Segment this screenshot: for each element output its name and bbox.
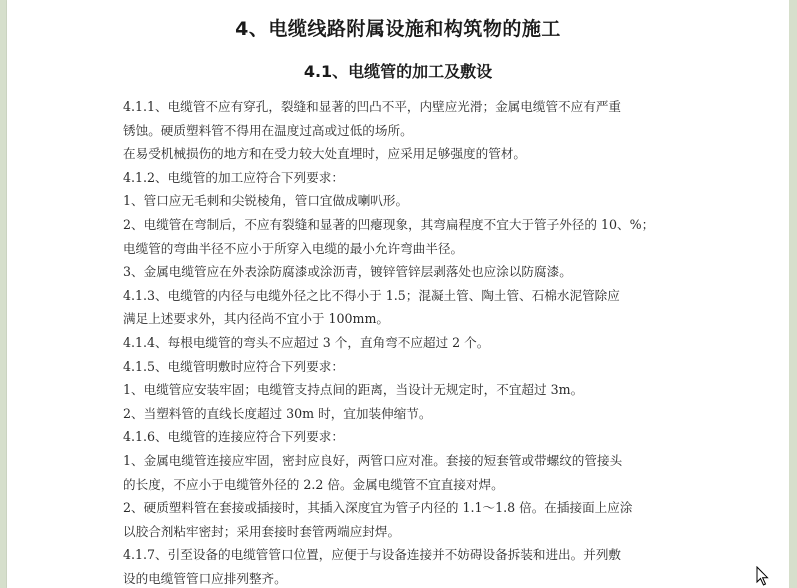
text-line: 以胶合剂粘牢密封；采用套接时套管两端应封焊。 (123, 523, 401, 539)
document-page (7, 0, 789, 588)
text-line: 设的电缆管管口应排列整齐。 (123, 570, 287, 586)
text-line: 1、金属电缆管连接应牢固，密封应良好，两管口应对准。套接的短套管或带螺纹的管接头 (123, 452, 623, 468)
text-line: 4.1.6、电缆管的连接应符合下列要求： (123, 429, 344, 445)
text-line: 4.1.5、电缆管明敷时应符合下列要求： (123, 358, 344, 374)
text-line: 锈蚀。硬质塑料管不得用在温度过高或过低的场所。 (123, 122, 413, 138)
text-line: 4.1.2、电缆管的加工应符合下列要求： (123, 169, 344, 185)
text-line: 满足上述要求外，其内径尚不宜小于 100mm。 (123, 311, 390, 327)
body-text (123, 95, 693, 588)
text-line: 4.1.4、每根电缆管的弯头不应超过 3 个，直角弯不应超过 2 个。 (123, 334, 490, 350)
text-line: 在易受机械损伤的地方和在受力较大处直埋时，应采用足够强度的管材。 (123, 146, 526, 162)
text-line: 2、当塑料管的直线长度超过 30m 时，宜加装伸缩节。 (123, 405, 432, 421)
text-line: 电缆管的弯曲半径不应小于所穿入电缆的最小允许弯曲半径。 (123, 240, 464, 256)
mouse-pointer-icon (756, 566, 770, 586)
text-line: 4.1.1、电缆管不应有穿孔，裂缝和显著的凹凸不平，内壁应光滑；金属电缆管不应有严重 (123, 99, 622, 114)
text-line: 2、硬质塑料管在套接或插接时，其插入深度宜为管子内径的 1.1～1.8 倍。在插接面上应涂 (123, 500, 633, 516)
text-line: 4.1.3、电缆管的内径与电缆外径之比不得小于 1.5；混凝土管、陶土管、石棉水泥管除应 (123, 287, 620, 303)
text-line: 1、管口应无毛刺和尖锐棱角，管口宜做成喇叭形。 (123, 193, 409, 209)
text-line: 4.1.7、引至设备的电缆管管口位置，应便于与设备连接并不妨碍设备拆装和进出。并列敷 (123, 547, 622, 563)
viewer-edge (789, 0, 797, 588)
text-line: 2、电缆管在弯制后，不应有裂缝和显著的凹瘪现象，其弯扁程度不宜大于管子外径的 10、%； (123, 216, 655, 232)
text-line: 3、金属电缆管应在外表涂防腐漆或涂沥青，镀锌管锌层剥落处也应涂以防腐漆。 (123, 264, 572, 280)
text-line: 1、电缆管应安装牢固；电缆管支持点间的距离，当设计无规定时，不宜超过 3m。 (123, 382, 584, 398)
chapter-title: 4、电缆线路附属设施和构筑物的施工 (235, 18, 561, 40)
section-title: 4.1、电缆管的加工及敷设 (303, 62, 493, 81)
text-line: 的长度，不应小于电缆管外径的 2.2 倍。金属电缆管不宜直接对焊。 (123, 476, 504, 492)
